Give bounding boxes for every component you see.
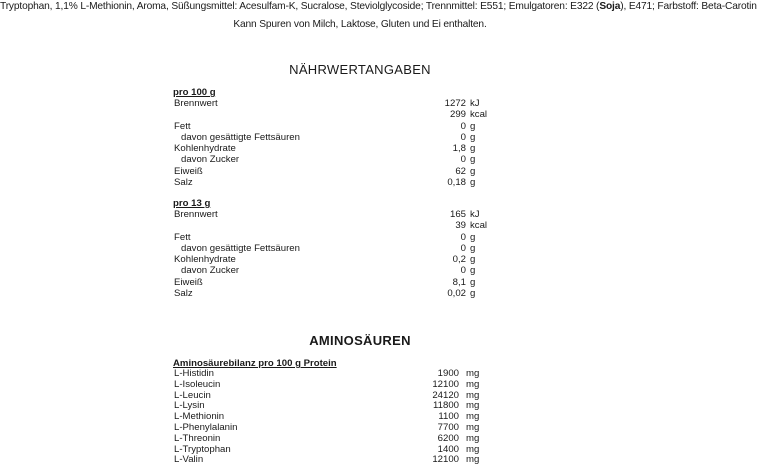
table-row	[173, 121, 503, 132]
row-value: 6200	[437, 432, 459, 444]
row-label: Salz	[174, 177, 193, 189]
row-label: L-Tryptophan	[174, 443, 231, 455]
row-unit: g	[470, 177, 476, 189]
amino-header: Aminosäurebilanz pro 100 g Protein	[173, 358, 337, 369]
row-value: 0	[460, 242, 466, 254]
table-row	[173, 154, 503, 165]
ingredients-line-2: Kann Spuren von Milch, Laktose, Gluten und Ei enthalten.	[233, 19, 487, 30]
row-value: 1400	[437, 443, 459, 455]
row-label: L-Threonin	[174, 432, 221, 444]
row-value: 62	[455, 165, 466, 177]
row-unit: g	[470, 165, 476, 177]
row-value: 12100	[432, 454, 459, 466]
row-label: davon Zucker	[181, 154, 240, 166]
nutrition-title: NÄHRWERTANGABEN	[289, 62, 431, 77]
table-row	[173, 132, 503, 143]
table-row	[173, 254, 503, 265]
row-unit: kJ	[470, 209, 480, 220]
row-label: davon Zucker	[181, 265, 240, 277]
row-unit: mg	[466, 454, 480, 466]
row-value: 24120	[432, 389, 459, 401]
nutrition-header-per-100g: pro 100 g	[173, 87, 216, 98]
ingredients-line-1-b: ), E471; Farbstoff: Beta-Carotin	[620, 1, 757, 12]
table-row	[173, 209, 503, 220]
row-value: 0	[460, 154, 466, 166]
row-label: Kohlenhydrate	[174, 143, 236, 155]
nutrition-table-per-100g	[173, 87, 503, 188]
row-label: Fett	[174, 231, 191, 243]
table-row	[173, 232, 503, 243]
row-value: 1,8	[452, 143, 466, 155]
table-row	[173, 143, 503, 154]
row-unit: g	[470, 143, 476, 155]
row-unit: mg	[466, 389, 480, 401]
row-value: 8,1	[452, 276, 466, 288]
row-unit: g	[470, 288, 476, 300]
amino-acid-table	[173, 358, 503, 466]
row-label: Brennwert	[174, 98, 218, 109]
table-row	[173, 109, 503, 120]
row-unit: mg	[466, 400, 480, 412]
row-unit: mg	[466, 421, 480, 433]
table-row	[173, 380, 503, 391]
table-row	[173, 277, 503, 288]
row-unit: mg	[466, 378, 480, 390]
row-label: L-Isoleucin	[174, 378, 221, 390]
row-unit: g	[470, 276, 476, 288]
row-unit: g	[470, 120, 476, 132]
row-unit: g	[470, 131, 476, 143]
table-row	[173, 166, 503, 177]
ingredients-text	[0, 0, 757, 32]
row-label: L-Phenylalanin	[174, 421, 238, 433]
table-row	[173, 98, 503, 109]
row-value: 0,18	[447, 177, 466, 189]
row-value: 299	[449, 109, 466, 121]
row-label: L-Lysin	[174, 400, 205, 412]
row-label: Eiweiß	[174, 165, 203, 177]
table-row	[173, 177, 503, 188]
table-row	[173, 243, 503, 254]
row-label: L-Valin	[174, 454, 204, 466]
row-label: L-Methionin	[174, 411, 225, 423]
row-label: L-Histidin	[174, 368, 214, 379]
row-label: Kohlenhydrate	[174, 254, 236, 266]
row-value: 12100	[432, 378, 459, 390]
row-label: davon gesättigte Fettsäuren	[181, 131, 300, 143]
allergen-soja: Soja	[599, 1, 621, 12]
row-value: 39	[455, 220, 466, 232]
row-label: Salz	[174, 288, 193, 300]
row-unit: g	[470, 254, 476, 266]
row-unit: mg	[466, 443, 480, 455]
row-value: 0	[460, 120, 466, 132]
row-value: 1100	[438, 411, 459, 423]
table-row	[173, 434, 503, 445]
table-row	[173, 455, 503, 466]
table-row	[173, 220, 503, 231]
row-unit: mg	[466, 368, 480, 379]
row-unit: g	[470, 154, 476, 166]
amino-title: AMINOSÄUREN	[309, 333, 411, 348]
table-row	[173, 288, 503, 299]
nutrition-table-per-13g	[173, 198, 503, 299]
ingredients-line-1-a: Tryptophan, 1,1% L-Methionin, Aroma, Süßungsmittel: Acesulfam-K, Sucralose, Steviolglycoside; Trennmittel: E551; Emulgatoren: E322 (	[0, 1, 600, 12]
nutrition-header-per-13g: pro 13 g	[173, 198, 211, 209]
row-value: 0,02	[447, 288, 466, 300]
row-value: 7700	[437, 421, 459, 433]
row-unit: mg	[466, 432, 480, 444]
row-unit: mg	[466, 411, 480, 423]
row-unit: g	[470, 231, 476, 243]
row-value: 11800	[433, 400, 459, 412]
row-value: 1272	[444, 98, 466, 109]
table-row	[173, 265, 503, 276]
row-value: 1900	[437, 368, 459, 379]
row-value: 0	[460, 231, 466, 243]
row-value: 0	[460, 265, 466, 277]
row-label: Fett	[174, 120, 191, 132]
row-value: 0	[460, 131, 466, 143]
row-label: L-Leucin	[174, 389, 211, 401]
row-label: davon gesättigte Fettsäuren	[181, 242, 300, 254]
row-unit: g	[470, 242, 476, 254]
row-unit: kcal	[470, 220, 488, 232]
row-unit: kJ	[470, 98, 480, 109]
ingredients-line-1	[0, 0, 757, 14]
row-unit: g	[470, 265, 476, 277]
row-value: 0,2	[452, 254, 466, 266]
row-label: Eiweiß	[174, 276, 203, 288]
row-unit: kcal	[470, 109, 488, 121]
row-value: 165	[449, 209, 466, 220]
row-label: Brennwert	[174, 209, 218, 220]
